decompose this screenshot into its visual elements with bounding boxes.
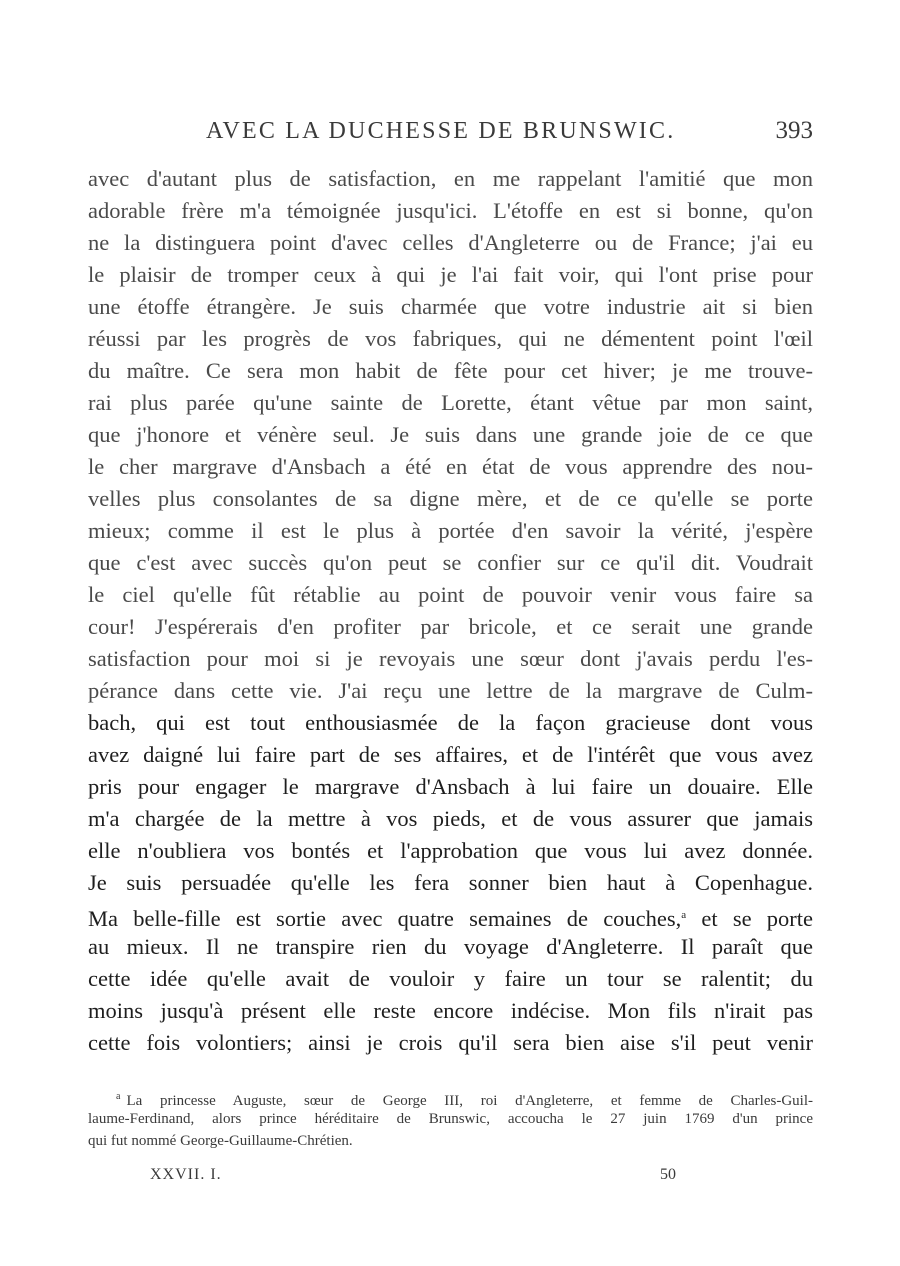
footnote-marker: a <box>116 1091 121 1102</box>
body-line: satisfaction pour moi si je revoyais une sœur dont j'avais perdu l'es- <box>88 646 813 671</box>
body-line: une étoffe étrangère. Je suis charmée que votre industrie ait si bien <box>88 294 813 319</box>
body-line: le cher margrave d'Ansbach a été en état de vous apprendre des nou- <box>88 454 813 479</box>
body-line: cette fois volontiers; ainsi je crois qu'il sera bien aise s'il peut venir <box>88 1030 813 1055</box>
footnote-line <box>88 1086 813 1108</box>
footnote-line-text: La princesse Auguste, sœur de George III, roi d'Angleterre, et femme de Charles-Guil- <box>126 1093 813 1109</box>
body-line: mieux; comme il est le plus à portée d'en savoir la vérité, j'espère <box>88 518 813 543</box>
body-line-text: Ma belle-fille est sortie avec quatre semaines de couches, <box>88 906 682 931</box>
body-line: Je suis persuadée qu'elle les fera sonner bien haut à Copenhague. <box>88 870 813 895</box>
footnote-reference: a <box>681 909 687 921</box>
running-head <box>88 115 813 151</box>
running-title: AVEC LA DUCHESSE DE BRUNSWIC. <box>206 118 676 144</box>
body-line: que c'est avec succès qu'on peut se confier sur ce qu'il dit. Voudrait <box>88 550 813 575</box>
body-text <box>88 163 813 1059</box>
body-line: avec d'autant plus de satisfaction, en me rappelant l'amitié que mon <box>88 166 813 191</box>
body-line: cour! J'espérerais d'en profiter par bricole, et ce serait une grande <box>88 614 813 639</box>
body-line: pérance dans cette vie. J'ai reçu une lettre de la margrave de Culm- <box>88 678 813 703</box>
body-line: bach, qui est tout enthousiasmée de la façon gracieuse dont vous <box>88 710 813 735</box>
body-line: avez daigné lui faire part de ses affaires, et de l'intérêt que vous avez <box>88 742 813 767</box>
body-line-tail: et se porte <box>701 906 813 931</box>
body-line: velles plus consolantes de sa digne mère, et de ce qu'elle se porte <box>88 486 813 511</box>
body-line: pris pour engager le margrave d'Ansbach à lui faire un douaire. Elle <box>88 774 813 799</box>
footnote-line: qui fut nommé George-Guillaume-Chrétien. <box>88 1133 353 1149</box>
body-line: rai plus parée qu'une sainte de Lorette, étant vêtue par mon saint, <box>88 390 813 415</box>
page-number: 393 <box>775 117 813 144</box>
footnote-line: laume-Ferdinand, alors prince héréditaire de Brunswic, accoucha le 27 juin 1769 d'un prince <box>88 1111 813 1127</box>
body-line: au mieux. Il ne transpire rien du voyage d'Angleterre. Il paraît que <box>88 934 813 959</box>
printer-signature: XXVII. I. <box>150 1166 222 1183</box>
footnote <box>88 1086 813 1152</box>
body-line: moins jusqu'à présent elle reste encore indécise. Mon fils n'irait pas <box>88 998 813 1023</box>
body-line: adorable frère m'a témoignée jusqu'ici. L'étoffe en est si bonne, qu'on <box>88 198 813 223</box>
body-line: le plaisir de tromper ceux à qui je l'ai fait voir, qui l'ont prise pour <box>88 262 813 287</box>
body-line: m'a chargée de la mettre à vos pieds, et de vous assurer que jamais <box>88 806 813 831</box>
body-line: du maître. Ce sera mon habit de fête pour cet hiver; je me trouve- <box>88 358 813 383</box>
body-line: réussi par les progrès de vos fabriques, qui ne démentent point l'œil <box>88 326 813 351</box>
sheet-number: 50 <box>660 1166 676 1183</box>
body-line: que j'honore et vénère seul. Je suis dans une grande joie de ce que <box>88 422 813 447</box>
body-line: cette idée qu'elle avait de vouloir y faire un tour se ralentit; du <box>88 966 813 991</box>
body-line-with-note <box>88 899 813 931</box>
body-line: ne la distinguera point d'avec celles d'Angleterre ou de France; j'ai eu <box>88 230 813 255</box>
body-line: elle n'oubliera vos bontés et l'approbation que vous lui avez donnée. <box>88 838 813 863</box>
body-line: le ciel qu'elle fût rétablie au point de pouvoir venir vous faire sa <box>88 582 813 607</box>
